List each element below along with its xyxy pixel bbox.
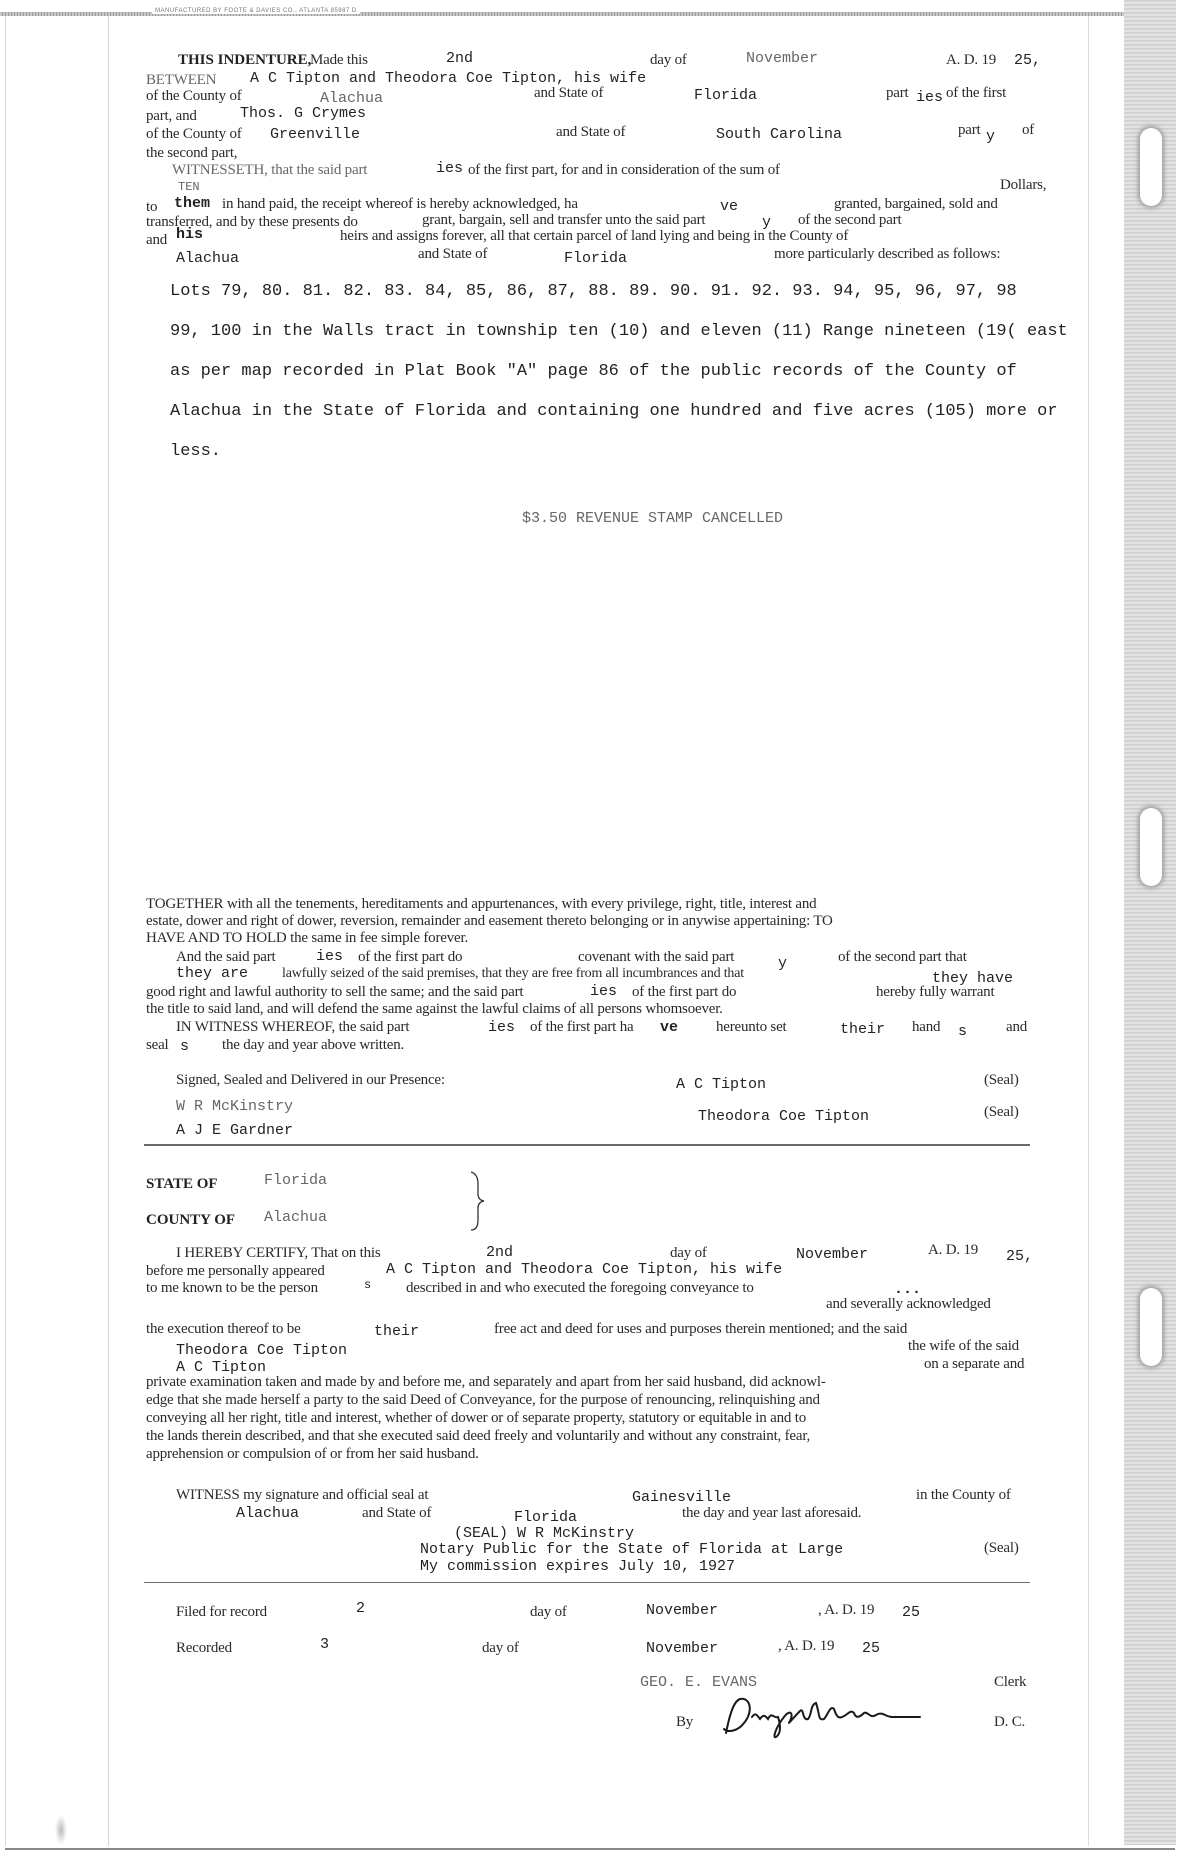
seal-s: s <box>180 1038 190 1055</box>
punch-hole-icon <box>1140 128 1162 206</box>
dollars-label: Dollars, <box>1000 177 1047 193</box>
county-of-label: of the County of <box>146 126 242 142</box>
covenant-text: of the second part that <box>838 949 967 965</box>
ack-city: Gainesville <box>632 1489 732 1506</box>
ack-county: Alachua <box>264 1209 328 1226</box>
severally-text: and severally acknowledged <box>826 1296 991 1312</box>
recorded-day: 3 <box>320 1636 330 1653</box>
ack-day: 2nd <box>486 1244 514 1261</box>
witness-s: s <box>958 1023 968 1040</box>
execution-their: their <box>374 1323 420 1340</box>
day-of-label: day of <box>670 1245 707 1261</box>
brace-icon <box>468 1170 490 1232</box>
grant-text: grant, bargain, sell and transfer unto the said part <box>422 212 706 228</box>
day-of-label: day of <box>530 1604 567 1620</box>
seal-rest: the day and year above written. <box>222 1037 405 1053</box>
covenant-text: And the said part <box>176 949 276 965</box>
witnesseth-suffix: ies <box>436 160 464 177</box>
witness-suffix: ies <box>488 1019 516 1036</box>
ack-county-2: Alachua <box>236 1505 300 1522</box>
between-label: BETWEEN <box>146 72 217 88</box>
grantee: Thos. G Crymes <box>240 105 367 122</box>
of-second-part: of the second part <box>798 212 902 228</box>
they-are: they are <box>176 965 249 982</box>
seal-label: (Seal) <box>984 1072 1019 1088</box>
appeared-names: A C Tipton and Theodora Coe Tipton, his wife <box>386 1261 783 1278</box>
they-have: they have <box>932 970 1014 987</box>
known-s: s <box>364 1278 372 1292</box>
grantors: A C Tipton and Theodora Coe Tipton, his wife <box>250 70 647 87</box>
sum-words: TEN <box>178 180 200 194</box>
page-edge-line <box>5 16 6 1846</box>
punch-hole-icon <box>1140 808 1162 886</box>
description-line: less. <box>170 442 222 461</box>
description-line: Alachua in the State of Florida and containing one hundred and five acres (105) more or <box>170 402 1058 421</box>
covenant-text: of the first part do <box>358 949 463 965</box>
heirs-text: heirs and assigns forever, all that certain parcel of land lying and being in the County of <box>340 228 849 244</box>
right-margin-line <box>1088 16 1089 1846</box>
seized-text: lawfully seized of the said premises, that they are free from all incumbrances and that <box>282 966 744 981</box>
ack-year: 25, <box>1006 1248 1034 1265</box>
known-text: described in and who executed the foregoing conveyance to <box>406 1280 754 1296</box>
grantor-state: Florida <box>694 87 758 104</box>
parties-prefix: part <box>886 85 909 101</box>
description-line: Lots 79, 80. 81. 82. 83. 84, 85, 86, 87, 88. 89. 90. 91. 92. 93. 94, 95, 96, 97, 98 <box>170 282 1017 301</box>
good-right-text: good right and lawful authority to sell the same; and the said part <box>146 984 524 1000</box>
witness-name: W R McKinstry <box>176 1098 294 1115</box>
exam-line: edge that she made herself a party to the said Deed of Conveyance, for the purpose of renouncing, relinquishing and <box>146 1392 820 1408</box>
good-right-text: of the first part do <box>632 984 737 1000</box>
revenue-stamp-note: $3.50 REVENUE STAMP CANCELLED <box>522 510 784 527</box>
certify-text: I HEREBY CERTIFY, That on this <box>176 1245 381 1261</box>
filed-year: 25 <box>902 1604 921 1621</box>
day-of-label: day of <box>482 1640 519 1656</box>
part-and-label: part, and <box>146 108 197 124</box>
deed-day: 2nd <box>446 50 474 67</box>
left-margin-line <box>108 16 109 1846</box>
day-of-label: day of <box>650 52 687 68</box>
witness-their: their <box>840 1021 886 1038</box>
ad-label: A. D. 19 <box>928 1242 979 1258</box>
signer-name: Theodora Coe Tipton <box>698 1108 870 1125</box>
manufacturer-line: MANUFACTURED BY FOOTE & DAVIES CO., ATLANTA 85987 D <box>152 8 360 14</box>
exam-line: apprehension or compulsion of or from her said husband. <box>146 1446 479 1462</box>
habendum-line: estate, dower and right of dower, reversion, remainder and easement thereto belonging or in anywise appertaining: TO <box>146 913 833 929</box>
covenant-suffix: y <box>778 955 788 972</box>
appeared-label: before me personally appeared <box>146 1263 325 1279</box>
recorded-month: November <box>646 1640 719 1657</box>
presence-label: Signed, Sealed and Delivered in our Presence: <box>176 1072 445 1088</box>
witness-have: ve <box>660 1019 679 1036</box>
state-of-label: and State of <box>418 246 488 262</box>
recorded-year: 25 <box>862 1640 881 1657</box>
party-prefix: part <box>958 122 981 138</box>
consideration-text: of the first part, for and in consideration of the sum of <box>468 162 780 178</box>
signer-name: A C Tipton <box>676 1076 767 1093</box>
husband-name: A C Tipton <box>176 1359 267 1376</box>
section-divider <box>144 1144 1030 1146</box>
state-of-label: and State of <box>556 124 626 140</box>
by-label: By <box>676 1714 694 1730</box>
punch-hole-icon <box>1140 1288 1162 1366</box>
exam-line: the lands therein described, and that she executed said deed freely and voluntarily and without any constraint, fear, <box>146 1428 811 1444</box>
receipt-text: in hand paid, the receipt whereof is hereby acknowledged, ha <box>222 196 578 212</box>
state-label: STATE OF <box>146 1176 218 1192</box>
last-aforesaid: the day and year last aforesaid. <box>682 1505 862 1521</box>
execution-text: free act and deed for uses and purposes therein mentioned; and the said <box>494 1321 908 1337</box>
grantee-county: Greenville <box>270 126 361 143</box>
clerk-label: Clerk <box>994 1674 1027 1690</box>
witness-name: A J E Gardner <box>176 1122 294 1139</box>
good-right-text: hereby fully warrant <box>876 984 995 1000</box>
deputy-signature-icon <box>720 1693 940 1741</box>
covenant-text: covenant with the said part <box>578 949 735 965</box>
county-label: COUNTY OF <box>146 1212 236 1228</box>
ack-month: November <box>796 1246 869 1263</box>
state-of-label: and State of <box>362 1505 432 1521</box>
of-label: of <box>1022 122 1035 138</box>
county-of-label: of the County of <box>146 88 242 104</box>
ad-label: , A. D. 19 <box>778 1638 835 1654</box>
covenant-suffix: ies <box>316 948 344 965</box>
transferred-text: transferred, and by these presents do <box>146 214 358 230</box>
filed-label: Filed for record <box>176 1604 267 1620</box>
parties-suffix: ies <box>916 89 944 106</box>
seal-label: (Seal) <box>984 1540 1019 1556</box>
land-county: Alachua <box>176 250 240 267</box>
witness-whereof-text: hereunto set <box>716 1019 787 1035</box>
exam-line: private examination taken and made by and before me, and separately and apart from her said husband, did acknowl- <box>146 1374 826 1390</box>
seal-label: (Seal) <box>984 1104 1019 1120</box>
habendum-line: TOGETHER with all the tenements, hereditaments and appurtenances, with every privilege, right, title, interest and <box>146 896 817 912</box>
separate-text: on a separate and <box>924 1356 1025 1372</box>
state-of-label: and State of <box>534 85 604 101</box>
witness-whereof-text: of the first part ha <box>530 1019 634 1035</box>
scan-smudge <box>55 1815 67 1845</box>
indenture-label: THIS INDENTURE, <box>178 52 312 68</box>
description-line: 99, 100 in the Walls tract in township ten (10) and eleven (11) Range nineteen (19( east <box>170 322 1068 341</box>
second-part-label: the second part, <box>146 145 238 161</box>
deed-month: November <box>746 50 819 67</box>
commission-text: My commission expires July 10, 1927 <box>420 1558 736 1575</box>
witnesseth-label: WITNESSETH, that the said part <box>172 162 368 178</box>
witness-sig-text: WITNESS my signature and official seal at <box>176 1487 429 1503</box>
known-dots: ... <box>894 1281 922 1298</box>
filed-day: 2 <box>356 1600 366 1617</box>
binding-strip <box>1124 0 1176 1845</box>
heirs-pronoun: his <box>176 226 204 243</box>
notary-seal-line: (SEAL) W R McKinstry <box>454 1525 635 1542</box>
filed-month: November <box>646 1602 719 1619</box>
ack-state-2: Florida <box>514 1509 578 1526</box>
witness-hand: hand <box>912 1019 941 1035</box>
execution-text: the execution thereof to be <box>146 1321 301 1337</box>
and-label: and <box>146 232 168 248</box>
witness-whereof-text: IN WITNESS WHEREOF, the said part <box>176 1019 410 1035</box>
ad-label: A. D. 19 <box>946 52 997 68</box>
known-text: to me known to be the person <box>146 1280 318 1296</box>
first-label: of the first <box>946 85 1007 101</box>
paid-to: them <box>174 195 211 212</box>
made-this-label: Made this <box>310 52 368 68</box>
land-state: Florida <box>564 250 628 267</box>
recorded-label: Recorded <box>176 1640 232 1656</box>
habendum-line: HAVE AND TO HOLD the same in fee simple forever. <box>146 930 469 946</box>
wife-of-text: the wife of the said <box>908 1338 1019 1354</box>
dc-label: D. C. <box>994 1714 1026 1730</box>
seal-word: seal <box>146 1037 169 1053</box>
exam-line: conveying all her right, title and interest, whether of dower or of separate property, statutory or equitable in and to <box>146 1410 807 1426</box>
bottom-rule <box>5 1848 1175 1850</box>
ack-state: Florida <box>264 1172 328 1189</box>
good-right-suffix: ies <box>590 983 618 1000</box>
description-line: as per map recorded in Plat Book "A" page 86 of the public records of the County of <box>170 362 1017 381</box>
clerk-name: GEO. E. EVANS <box>640 1674 758 1691</box>
grant-party-suffix: y <box>762 214 772 231</box>
wife-name: Theodora Coe Tipton <box>176 1342 348 1359</box>
to-label: to <box>146 199 158 215</box>
section-divider <box>144 1582 1030 1583</box>
ad-label: , A. D. 19 <box>818 1602 875 1618</box>
in-county-of: in the County of <box>916 1487 1011 1503</box>
witness-and: and <box>1006 1019 1028 1035</box>
grantee-state: South Carolina <box>716 126 843 143</box>
title-line: the title to said land, and will defend the same against the lawful claims of all persons whomsoever. <box>146 1001 723 1017</box>
party-suffix: y <box>986 128 996 145</box>
notary-title: Notary Public for the State of Florida at Large <box>420 1541 844 1558</box>
granted-text: granted, bargained, sold and <box>834 196 998 212</box>
described-as: more particularly described as follows: <box>774 246 1001 262</box>
grantor-county: Alachua <box>320 90 384 107</box>
have-suffix: ve <box>720 198 739 215</box>
deed-year: 25, <box>1014 52 1042 69</box>
